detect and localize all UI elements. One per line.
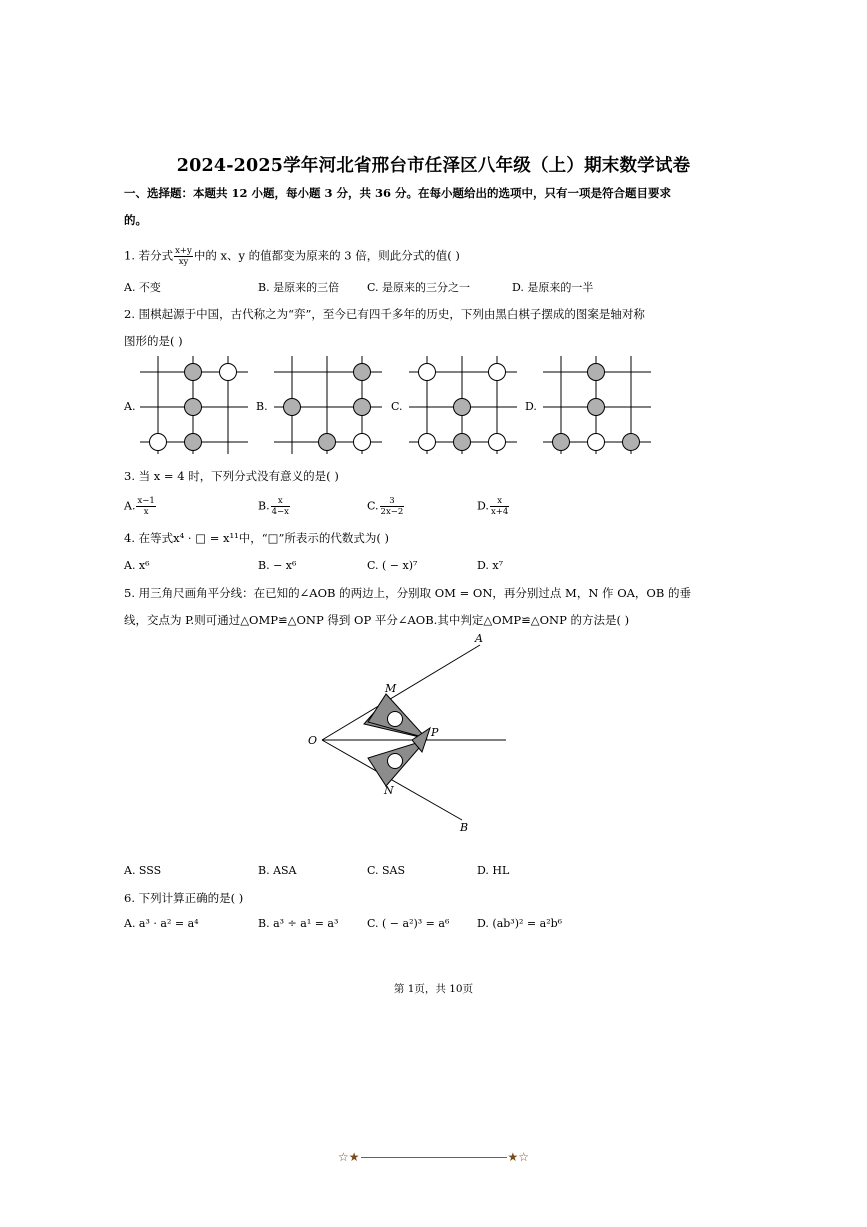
go-board-d [541,354,653,456]
decorative-divider [0,1150,867,1164]
angle-bisector-figure [300,628,520,842]
question-5: 5. 用三角尺画角平分线：在已知的∠AOB 的两边上，分别取 OM = ON，再分别过点 M，N 作 OA，OB 的垂 [124,586,691,600]
q1-option-b: B. 是原来的三倍 [258,281,340,294]
star-left-icon: ☆★ [337,1150,360,1164]
go-board-a [138,354,250,456]
q1-option-a: A. 不变 [124,281,161,294]
q4-option-b: B. − x⁶ [258,559,297,572]
go-board-b [272,354,384,456]
q1-pre: 1. 若分式 [124,248,174,263]
question-5-cont: 线，交点为 P.则可通过△OMP≌△ONP 得到 OP 平分∠AOB.其中判定△OMP≌△ONP 的方法是( ) [124,613,630,627]
question-2-cont: 图形的是( ) [124,334,183,348]
q2-label-c: C. [391,400,403,413]
q6-option-d: D. (ab³)² = a²b⁶ [477,917,563,930]
q6-option-a: A. a³ · a² = a⁴ [124,917,199,930]
go-board-c [407,354,519,456]
q1-frac-den: xy [178,257,189,267]
label-m: M [385,682,397,695]
q5-option-b: B. ASA [258,864,297,877]
question-4: 4. 在等式x⁴ · □ = x¹¹中，“□”所表示的代数式为( ) [124,531,389,545]
q5-option-a: A. SSS [124,864,162,877]
q2-label-a: A. [124,400,136,413]
label-p: P [431,726,439,739]
q3-option-b: B. $\frac{x}{4-x}$ [258,496,289,517]
q3-option-c: C. $\frac{3}{2x-2}$ [367,496,404,517]
q1-option-c: C. 是原来的三分之一 [367,281,471,294]
q5-option-c: C. SAS [367,864,406,877]
label-a: A [475,632,483,645]
page-number: 第 1页，共 10页 [393,983,474,995]
q4-option-c: C. ( − x)⁷ [367,559,418,572]
question-1 [124,246,460,267]
label-b: B [460,821,469,834]
star-right-icon: ★☆ [507,1150,530,1164]
q1-fraction [174,246,193,267]
divider-line [361,1157,507,1158]
label-o: O [308,734,318,747]
question-3: 3. 当 x = 4 时，下列分式没有意义的是( ) [124,469,339,483]
q3-option-d: D. $\frac{x}{x+4}$ [477,496,509,517]
page-title: 2024-2025学年河北省邢台市任泽区八年级（上）期末数学试卷 [176,156,691,176]
q1-post: 中的 x、y 的值都变为原来的 3 倍，则此分式的值( ) [193,248,460,263]
question-6: 6. 下列计算正确的是( ) [124,891,244,905]
q2-label-d: D. [525,400,537,413]
q4-option-a: A. x⁶ [124,559,150,572]
section-heading-cont: 的。 [124,213,147,227]
q2-label-b: B. [256,400,268,413]
q1-option-d: D. 是原来的一半 [512,281,594,294]
q4-option-d: D. x⁷ [477,559,504,572]
section-heading: 一、选择题：本题共 12 小题，每小题 3 分，共 36 分。在每小题给出的选项中，只有一项是符合题目要求 [124,186,672,200]
q6-option-b: B. a³ ÷ a¹ = a³ [258,917,339,930]
q6-option-c: C. ( − a²)³ = a⁶ [367,917,450,930]
q3-option-a: A. $\frac{x-1}{x}$ [124,496,155,517]
q1-frac-num: x+y [175,246,192,256]
question-2: 2. 围棋起源于中国，古代称之为“弈”，至今已有四千多年的历史，下列由黑白棋子摆成的图案是轴对称 [124,307,645,321]
label-n: N [384,784,394,797]
q5-option-d: D. HL [477,864,510,877]
